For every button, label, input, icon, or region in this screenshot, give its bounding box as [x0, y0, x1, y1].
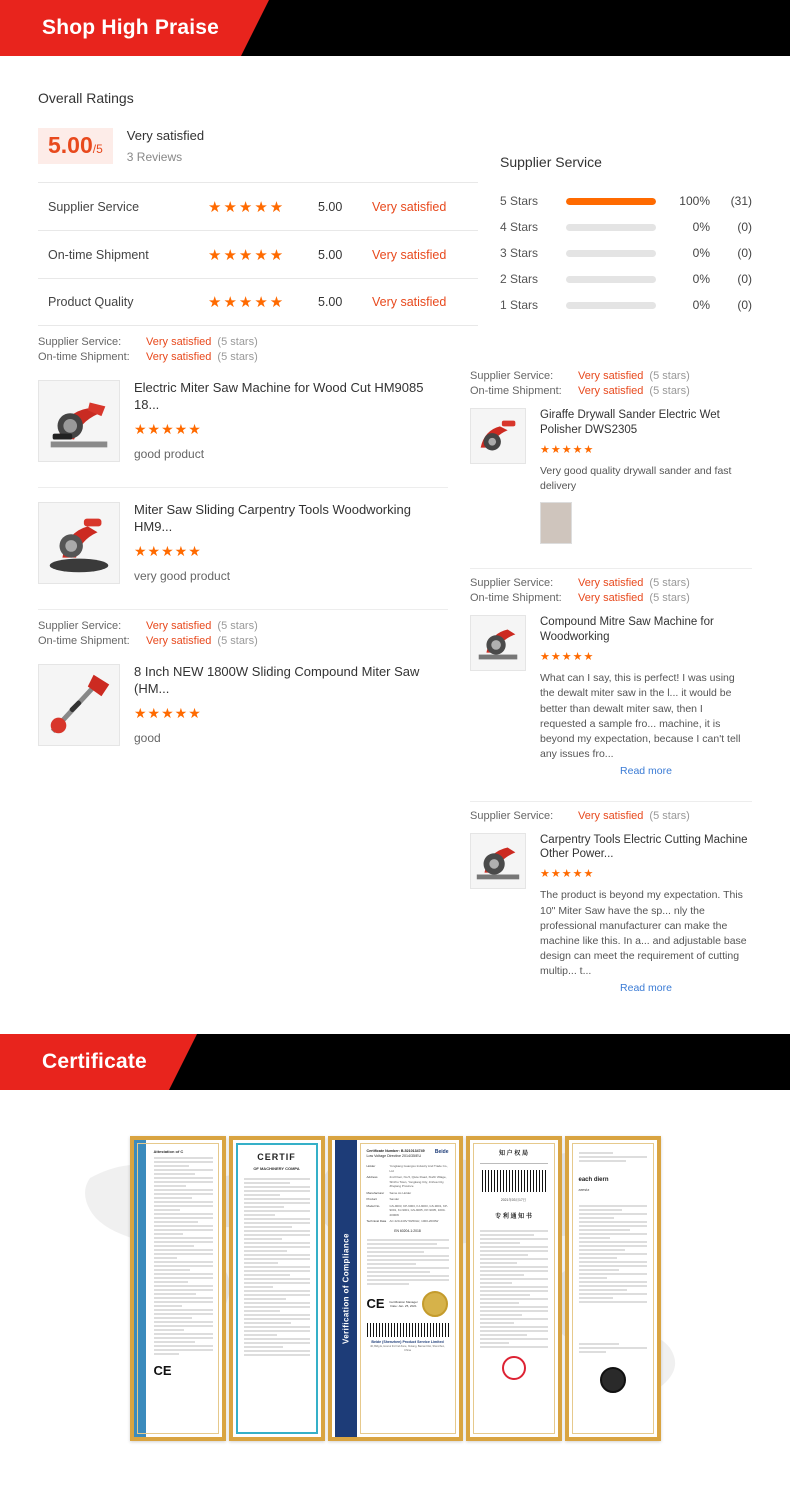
review-meta-on-time-shipment [470, 385, 752, 397]
review-meta-on-time-shipment [470, 592, 752, 604]
meta-label: Supplier Service: [470, 577, 554, 590]
overall-ratings-section [0, 56, 790, 326]
certificate-heading: Attestation of C [153, 1148, 184, 1154]
meta-star-note: (5 stars) [649, 385, 690, 397]
certificate-gallery [0, 1136, 790, 1441]
review-text: good [134, 731, 161, 746]
supplier-service-distribution [478, 128, 752, 318]
reviews-section [0, 326, 790, 1018]
product-thumbnail[interactable] [470, 615, 526, 671]
criterion-name: Product Quality [48, 295, 134, 309]
review-product-title[interactable]: 8 Inch NEW 1800W Sliding Compound Miter Saw (HM... [134, 664, 420, 697]
review-meta-supplier-service [470, 810, 752, 822]
meta-label: On-time Shipment: [38, 635, 130, 648]
reviews-left-column [38, 336, 448, 772]
barcode-icon [367, 1323, 449, 1337]
distribution-bar-track [566, 224, 656, 231]
meta-value: Very satisfied [578, 385, 644, 397]
meta-value: Very satisfied [146, 635, 212, 648]
certificate-section [0, 1090, 790, 1491]
certificate-standard: EN 60204-1:2018 [394, 1228, 421, 1233]
barcode-icon [482, 1170, 546, 1192]
meta-value: Very satisfied [578, 370, 644, 382]
certificate-footer-address: 4F, Bldg E, Hourui 3rd Ind Zone, Xixiang, Bao'an Dist, Shenzhen, China [370, 1345, 445, 1353]
meta-star-note: (5 stars) [649, 809, 690, 822]
certificate-body-lines [367, 1239, 449, 1285]
review-meta-supplier-service [38, 620, 448, 632]
distribution-percent: 0% [692, 272, 710, 286]
read-more-link[interactable]: Read more [620, 981, 672, 994]
criterion-name: Supplier Service [48, 199, 140, 214]
certificate-body-lines [579, 1152, 647, 1162]
review-item [38, 488, 448, 609]
certificate-heading: 知 户 权 局 [498, 1150, 528, 1157]
issue-date: Date: Jan. 25, 2021 [390, 1304, 417, 1309]
review-product-title[interactable]: Giraffe Drywall Sander Electric Wet Polisher DWS2305 [540, 409, 720, 436]
criterion-word: Very satisfied [372, 295, 447, 309]
review-meta-on-time-shipment [38, 635, 448, 647]
meta-label: Supplier Service: [470, 370, 554, 382]
score-box [38, 128, 113, 164]
distribution-row [500, 214, 752, 240]
world-map-background [0, 1090, 790, 1471]
review-text: What can I say, this is perfect! I was using the dewalt miter saw in the l... it would be better than dewalt miter saw, then I requested a sample fro... machine, it is beyond my expectation, because I can't tell any issues fro... [540, 672, 741, 761]
distribution-percent: 100% [679, 194, 710, 208]
cutting-machine-image [471, 834, 525, 888]
review-stars-icon: ★★★★★ [540, 868, 595, 881]
review-stars-icon: ★★★★★ [540, 443, 595, 456]
field-value: 2nd Floor, No.5, Qiute Road, Xiafzi Village, Shizhu Town, Yongkang City, Jinhua City, Zhejiang Province [389, 1175, 447, 1189]
pole-saw-image [39, 665, 119, 745]
review-text: good product [134, 446, 205, 461]
review-stars-icon: ★★★★★ [134, 420, 202, 437]
meta-label: On-time Shipment: [470, 385, 562, 397]
meta-star-note: (5 stars) [217, 336, 258, 348]
product-thumbnail[interactable] [38, 502, 120, 584]
criterion-stars-icon: ★★★★★ [208, 294, 286, 311]
review-meta-supplier-service [38, 336, 448, 348]
ce-mark-icon: CE [366, 1296, 385, 1312]
meta-value: Very satisfied [146, 620, 212, 633]
review-product-title[interactable]: Electric Miter Saw Machine for Wood Cut HM9085 18... [134, 380, 424, 412]
distribution-bar-track [566, 198, 656, 205]
certificate-heading: CERTIF [257, 1151, 296, 1162]
overall-summary-label: Very satisfied [126, 128, 205, 143]
distribution-label: 1 Stars [500, 298, 539, 312]
distribution-count: (0) [737, 220, 752, 234]
distribution-percent: 0% [692, 220, 710, 234]
overall-score-block [38, 128, 478, 164]
certificate-image-foreign[interactable] [565, 1136, 661, 1441]
certificate-subheading: arestz [578, 1186, 590, 1192]
rating-criterion-row [38, 230, 478, 278]
distribution-bar-track [566, 302, 656, 309]
certificate-image-attestation[interactable] [130, 1136, 226, 1441]
certificate-subheading: OF MACHINERY COMPA [253, 1166, 300, 1172]
field-key: Manufacturer [366, 1190, 385, 1195]
product-thumbnail[interactable] [38, 664, 120, 746]
distribution-count: (0) [737, 272, 752, 286]
sliding-miter-saw-image [39, 503, 119, 583]
field-value: GS-9003, KP-9003, KJ-9003, GS-9001, KP-9001, KJ-9001, GS-9005, KP-9005, 1000-2000W [389, 1203, 449, 1217]
criterion-stars-icon: ★★★★★ [208, 246, 286, 264]
product-thumbnail[interactable] [38, 380, 120, 462]
meta-value: Very satisfied [578, 809, 644, 822]
certificate-directive: Low Voltage Directive 2014/35/EU [366, 1154, 422, 1159]
criterion-word: Very satisfied [372, 199, 447, 214]
distribution-percent: 0% [692, 298, 710, 312]
certificate-date: 2021年03月17日 [500, 1197, 527, 1202]
field-key: Product [366, 1197, 377, 1202]
red-stamp-icon [502, 1356, 526, 1380]
certificate-body-lines [244, 1178, 310, 1356]
distribution-row [500, 292, 752, 318]
shop-high-praise-banner [0, 0, 790, 56]
distribution-label: 3 Stars [500, 246, 539, 260]
banner-tag [0, 0, 241, 56]
distribution-percent: 0% [692, 246, 710, 260]
score-value: 5.00 [48, 132, 93, 158]
meta-label: Supplier Service: [38, 336, 122, 348]
review-meta-on-time-shipment [38, 351, 448, 363]
criterion-stars-icon: ★★★★★ [208, 198, 286, 216]
field-key: Model No. [366, 1203, 381, 1208]
banner-title: Shop High Praise [42, 16, 220, 39]
field-value: Sander [389, 1197, 400, 1202]
drywall-sander-image [471, 409, 525, 463]
certificate-subheading: 专 利 通 知 书 [495, 1213, 532, 1220]
ratings-left-column [38, 128, 478, 326]
distribution-row [500, 188, 752, 214]
meta-star-note: (5 stars) [649, 577, 690, 590]
review-stars-icon: ★★★★★ [540, 651, 595, 664]
criterion-name: On-time Shipment [48, 247, 149, 262]
banner-title: Certificate [42, 1049, 147, 1073]
meta-star-note: (5 stars) [217, 351, 258, 363]
certificate-footer-company: Beide (Shenzhen) Product Service Limited [371, 1340, 444, 1345]
meta-label: Supplier Service: [470, 809, 554, 822]
review-text: Very good quality drywall sander and fast delivery [540, 464, 732, 493]
banner-tag [0, 1034, 169, 1090]
stamp-icon [600, 1367, 626, 1393]
field-key: Address [366, 1175, 378, 1180]
distribution-row [500, 266, 752, 292]
review-product-title[interactable]: Compound Mitre Saw Machine for Woodworking [540, 616, 714, 644]
distribution-label: 4 Stars [500, 220, 539, 234]
score-denominator: /5 [92, 142, 103, 156]
criterion-value: 5.00 [318, 295, 343, 309]
rating-criterion-row [38, 278, 478, 326]
certificate-heading: each diern [578, 1176, 609, 1183]
gold-seal-icon [422, 1291, 448, 1317]
meta-star-note: (5 stars) [649, 592, 690, 605]
distribution-label: 5 Stars [500, 194, 539, 208]
read-more-link[interactable]: Read more [620, 764, 672, 777]
certificate-body-lines [579, 1205, 647, 1303]
meta-label: Supplier Service: [38, 620, 122, 633]
compound-mitre-saw-image [471, 616, 525, 670]
certificate-body-lines [154, 1157, 213, 1355]
meta-star-note: (5 stars) [217, 635, 258, 648]
certificate-body-lines [579, 1343, 647, 1353]
product-thumbnail[interactable] [470, 408, 526, 464]
certificate-image-verification-of-compliance[interactable] [328, 1136, 463, 1441]
product-thumbnail[interactable] [470, 833, 526, 889]
distribution-bar-track [566, 250, 656, 257]
certificate-banner [0, 1034, 790, 1090]
review-meta-supplier-service [470, 370, 752, 382]
certificate-vertical-title: Verification of Compliance [335, 1140, 357, 1437]
review-count: 3 Reviews [126, 150, 183, 164]
certificate-body-lines [480, 1230, 548, 1348]
distribution-count: (0) [737, 246, 752, 260]
review-stars-icon: ★★★★★ [134, 542, 202, 559]
meta-star-note: (5 stars) [649, 370, 690, 382]
review-text: very good product [134, 568, 231, 583]
field-value: Yongkang Guangxu Industry And Trade Co., Ltd [389, 1164, 449, 1173]
meta-value: Very satisfied [578, 577, 644, 590]
field-value: Same As Holder [389, 1190, 412, 1195]
review-stars-icon: ★★★★★ [134, 705, 202, 722]
certificate-brand: Beide [434, 1148, 449, 1155]
review-product-title[interactable]: Miter Saw Sliding Carpentry Tools Woodworking HM9... [134, 502, 411, 535]
meta-label: On-time Shipment: [38, 351, 130, 363]
manager-label: Certification Manager [389, 1299, 418, 1304]
review-text: The product is beyond my expectation. This 10" Miter Saw have the sp... nly the professional manufacturer can make the machine like this. In a... and adjustable base design can meet the requirement of cutting multip... t... [540, 889, 747, 978]
review-item [470, 370, 752, 568]
criterion-value: 5.00 [318, 247, 343, 262]
field-value: AC 220-240V 50/60Hz, 1000-2000W [389, 1219, 439, 1224]
meta-value: Very satisfied [146, 351, 212, 363]
review-item [38, 610, 448, 771]
review-item [470, 802, 752, 1018]
distribution-bar-track [566, 276, 656, 283]
certificate-image-chinese-patent[interactable] [466, 1136, 562, 1441]
meta-value: Very satisfied [578, 592, 644, 605]
reviews-right-column [470, 336, 752, 1018]
review-product-title[interactable]: Carpentry Tools Electric Cutting Machine Other Power... [540, 833, 748, 861]
rating-criterion-row [38, 182, 478, 230]
meta-value: Very satisfied [146, 336, 212, 348]
distribution-label: 2 Stars [500, 272, 539, 286]
ce-mark-icon: CE [153, 1362, 172, 1378]
review-item [470, 569, 752, 800]
meta-label: On-time Shipment: [470, 592, 562, 605]
miter-saw-image [39, 381, 119, 461]
field-key: Technical Data [366, 1219, 387, 1224]
certificate-image-machinery[interactable] [229, 1136, 325, 1441]
review-item [38, 336, 448, 487]
certificate-number: Certificate Number: B-5210134749 [366, 1148, 425, 1153]
distribution-count: (0) [737, 298, 752, 312]
distribution-bar-fill [566, 198, 656, 205]
distribution-title: Supplier Service [500, 154, 602, 170]
distribution-count: (31) [730, 194, 752, 208]
review-meta-supplier-service [470, 577, 752, 589]
distribution-row [500, 240, 752, 266]
meta-star-note: (5 stars) [217, 620, 258, 633]
criterion-word: Very satisfied [372, 247, 447, 262]
criterion-value: 5.00 [318, 199, 343, 214]
review-photo-thumbnail[interactable] [540, 502, 572, 544]
field-key: Holder [366, 1164, 376, 1169]
overall-ratings-heading: Overall Ratings [38, 90, 134, 106]
